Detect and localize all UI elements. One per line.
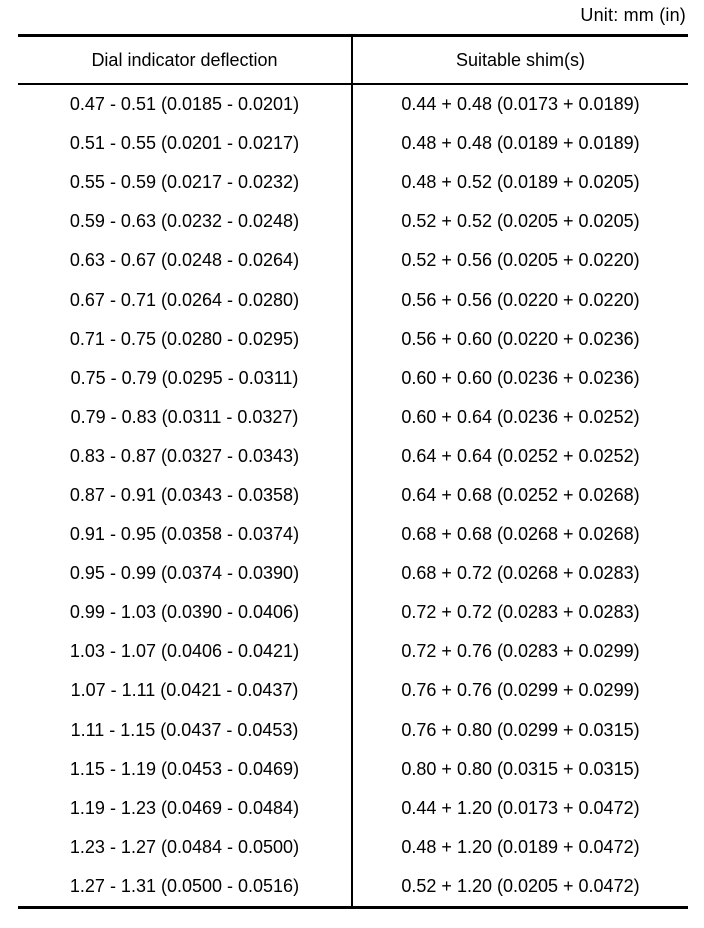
deflection-cell: 1.19 - 1.23 (0.0469 - 0.0484) bbox=[18, 789, 352, 828]
shims-cell: 0.68 + 0.68 (0.0268 + 0.0268) bbox=[401, 524, 640, 545]
table-row bbox=[18, 437, 688, 476]
table-row bbox=[18, 711, 688, 750]
deflection-cell: 1.07 - 1.11 (0.0421 - 0.0437) bbox=[18, 671, 352, 710]
deflection-cell: 0.71 - 0.75 (0.0280 - 0.0295) bbox=[18, 320, 352, 359]
table-row bbox=[18, 476, 688, 515]
deflection-cell: 0.79 - 0.83 (0.0311 - 0.0327) bbox=[18, 398, 352, 437]
deflection-cell: 0.59 - 0.63 (0.0232 - 0.0248) bbox=[18, 202, 352, 241]
table-row bbox=[18, 202, 688, 241]
deflection-cell: 0.75 - 0.79 (0.0295 - 0.0311) bbox=[18, 359, 352, 398]
table-row bbox=[18, 84, 688, 124]
shims-cell: 0.60 + 0.64 (0.0236 + 0.0252) bbox=[401, 406, 640, 427]
shim-selection-table bbox=[18, 34, 688, 909]
shims-cell: 0.76 + 0.76 (0.0299 + 0.0299) bbox=[401, 680, 640, 701]
deflection-cell: 0.99 - 1.03 (0.0390 - 0.0406) bbox=[18, 593, 352, 632]
table-row bbox=[18, 671, 688, 710]
table-row bbox=[18, 359, 688, 398]
table-row bbox=[18, 280, 688, 319]
shims-cell: 0.44 + 0.48 (0.0173 + 0.0189) bbox=[401, 94, 640, 115]
shims-cell: 0.48 + 0.48 (0.0189 + 0.0189) bbox=[401, 133, 640, 154]
deflection-cell: 0.83 - 0.87 (0.0327 - 0.0343) bbox=[18, 437, 352, 476]
deflection-cell: 0.63 - 0.67 (0.0248 - 0.0264) bbox=[18, 241, 352, 280]
table-row bbox=[18, 789, 688, 828]
table-row bbox=[18, 554, 688, 593]
shim-selection-table-container bbox=[18, 34, 688, 909]
unit-label: Unit: mm (in) bbox=[580, 5, 686, 25]
shims-cell: 0.64 + 0.64 (0.0252 + 0.0252) bbox=[401, 445, 640, 466]
deflection-cell: 1.27 - 1.31 (0.0500 - 0.0516) bbox=[18, 867, 352, 908]
table-row bbox=[18, 163, 688, 202]
header-suitable-shims: Suitable shim(s) bbox=[352, 36, 688, 85]
shims-cell: 0.60 + 0.60 (0.0236 + 0.0236) bbox=[401, 367, 640, 388]
deflection-cell: 0.47 - 0.51 (0.0185 - 0.0201) bbox=[18, 84, 352, 124]
table-body bbox=[18, 84, 688, 907]
deflection-cell: 0.51 - 0.55 (0.0201 - 0.0217) bbox=[18, 124, 352, 163]
shims-cell: 0.56 + 0.60 (0.0220 + 0.0236) bbox=[401, 328, 640, 349]
deflection-cell: 0.87 - 0.91 (0.0343 - 0.0358) bbox=[18, 476, 352, 515]
shims-cell: 0.72 + 0.72 (0.0283 + 0.0283) bbox=[401, 602, 640, 623]
deflection-cell: 0.91 - 0.95 (0.0358 - 0.0374) bbox=[18, 515, 352, 554]
deflection-cell: 1.15 - 1.19 (0.0453 - 0.0469) bbox=[18, 750, 352, 789]
table-row bbox=[18, 398, 688, 437]
table-row bbox=[18, 750, 688, 789]
shims-cell: 0.64 + 0.68 (0.0252 + 0.0268) bbox=[401, 484, 640, 505]
table-row bbox=[18, 632, 688, 671]
table-row bbox=[18, 320, 688, 359]
deflection-cell: 1.23 - 1.27 (0.0484 - 0.0500) bbox=[18, 828, 352, 867]
table-row bbox=[18, 593, 688, 632]
table-row bbox=[18, 241, 688, 280]
shims-cell: 0.48 + 0.52 (0.0189 + 0.0205) bbox=[401, 172, 640, 193]
deflection-cell: 0.95 - 0.99 (0.0374 - 0.0390) bbox=[18, 554, 352, 593]
table-row bbox=[18, 867, 688, 908]
shims-cell: 0.76 + 0.80 (0.0299 + 0.0315) bbox=[401, 719, 640, 740]
shims-cell: 0.52 + 1.20 (0.0205 + 0.0472) bbox=[352, 867, 688, 908]
table-row bbox=[18, 828, 688, 867]
deflection-cell: 0.55 - 0.59 (0.0217 - 0.0232) bbox=[18, 163, 352, 202]
shims-cell: 0.56 + 0.56 (0.0220 + 0.0220) bbox=[401, 289, 640, 310]
shims-cell: 0.52 + 0.52 (0.0205 + 0.0205) bbox=[401, 211, 640, 232]
shims-cell: 0.44 + 1.20 (0.0173 + 0.0472) bbox=[401, 797, 640, 818]
shims-cell: 0.48 + 1.20 (0.0189 + 0.0472) bbox=[401, 836, 640, 857]
deflection-cell: 1.03 - 1.07 (0.0406 - 0.0421) bbox=[18, 632, 352, 671]
shims-cell: 0.80 + 0.80 (0.0315 + 0.0315) bbox=[401, 758, 640, 779]
header-row bbox=[18, 36, 688, 85]
shims-cell: 0.68 + 0.72 (0.0268 + 0.0283) bbox=[401, 563, 640, 584]
table-header bbox=[18, 36, 688, 85]
header-dial-indicator-deflection: Dial indicator deflection bbox=[18, 36, 352, 85]
deflection-cell: 1.11 - 1.15 (0.0437 - 0.0453) bbox=[18, 711, 352, 750]
shims-cell: 0.72 + 0.76 (0.0283 + 0.0299) bbox=[401, 641, 640, 662]
deflection-cell: 0.67 - 0.71 (0.0264 - 0.0280) bbox=[18, 280, 352, 319]
table-row bbox=[18, 515, 688, 554]
shims-cell: 0.52 + 0.56 (0.0205 + 0.0220) bbox=[401, 250, 640, 271]
table-row bbox=[18, 124, 688, 163]
